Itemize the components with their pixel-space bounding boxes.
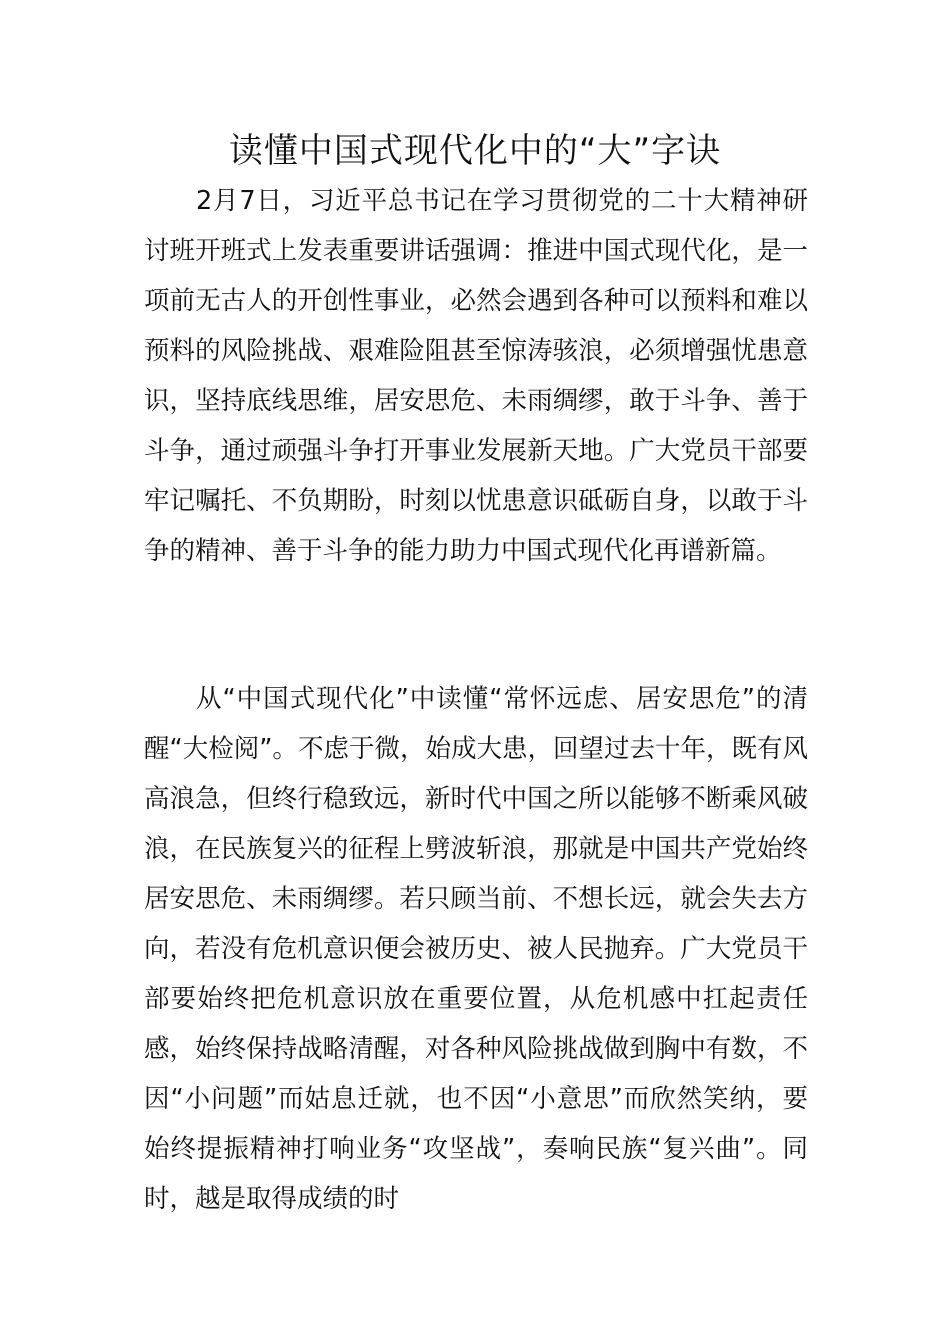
paragraph-2: 从“中国式现代化”中读懂“常怀远虑、居安思危”的清醒“大检阅”。不虑于微，始成大患，回望过去十年，既有风高浪急，但终行稳致远，新时代中国之所以能够不断乘风破浪，在民族复兴的征程上劈波斩浪，那就是中国共产党始终居安思危、未雨绸缪。若只顾当前、不想长远，就会失去方向，若没有危机意识便会被历史、被人民抛弃。广大党员干部要始终把危机意识放在重要位置，从危机感中扛起责任感，始终保持战略清醒，对各种风险挑战做到胸中有数，不因“小问题”而姑息迁就，也不因“小意思”而欣然笑纳，要始终提振精神打响业务“攻坚战”，奏响民族“复兴曲”。同时，越是取得成绩的时: [144, 684, 808, 1214]
document-title: 读懂中国式现代化中的“大”字诀: [228, 131, 722, 171]
paragraph-1: 2月7日，习近平总书记在学习贯彻党的二十大精神研讨班开班式上发表重要讲话强调：推进中国式现代化，是一项前无古人的开创性事业，必然会遇到各种可以预料和难以预料的风险挑战、艰难险阻甚至惊涛骇浪，必须增强忧患意识，坚持底线思维，居安思危、未雨绸缪，敢于斗争、善于斗争，通过顽强斗争打开事业发展新天地。广大党员干部要牢记嘱托、不负期盼，时刻以忧患意识砥砺自身，以敢于斗争的精神、善于斗争的能力助力中国式现代化再谱新篇。: [144, 186, 808, 566]
